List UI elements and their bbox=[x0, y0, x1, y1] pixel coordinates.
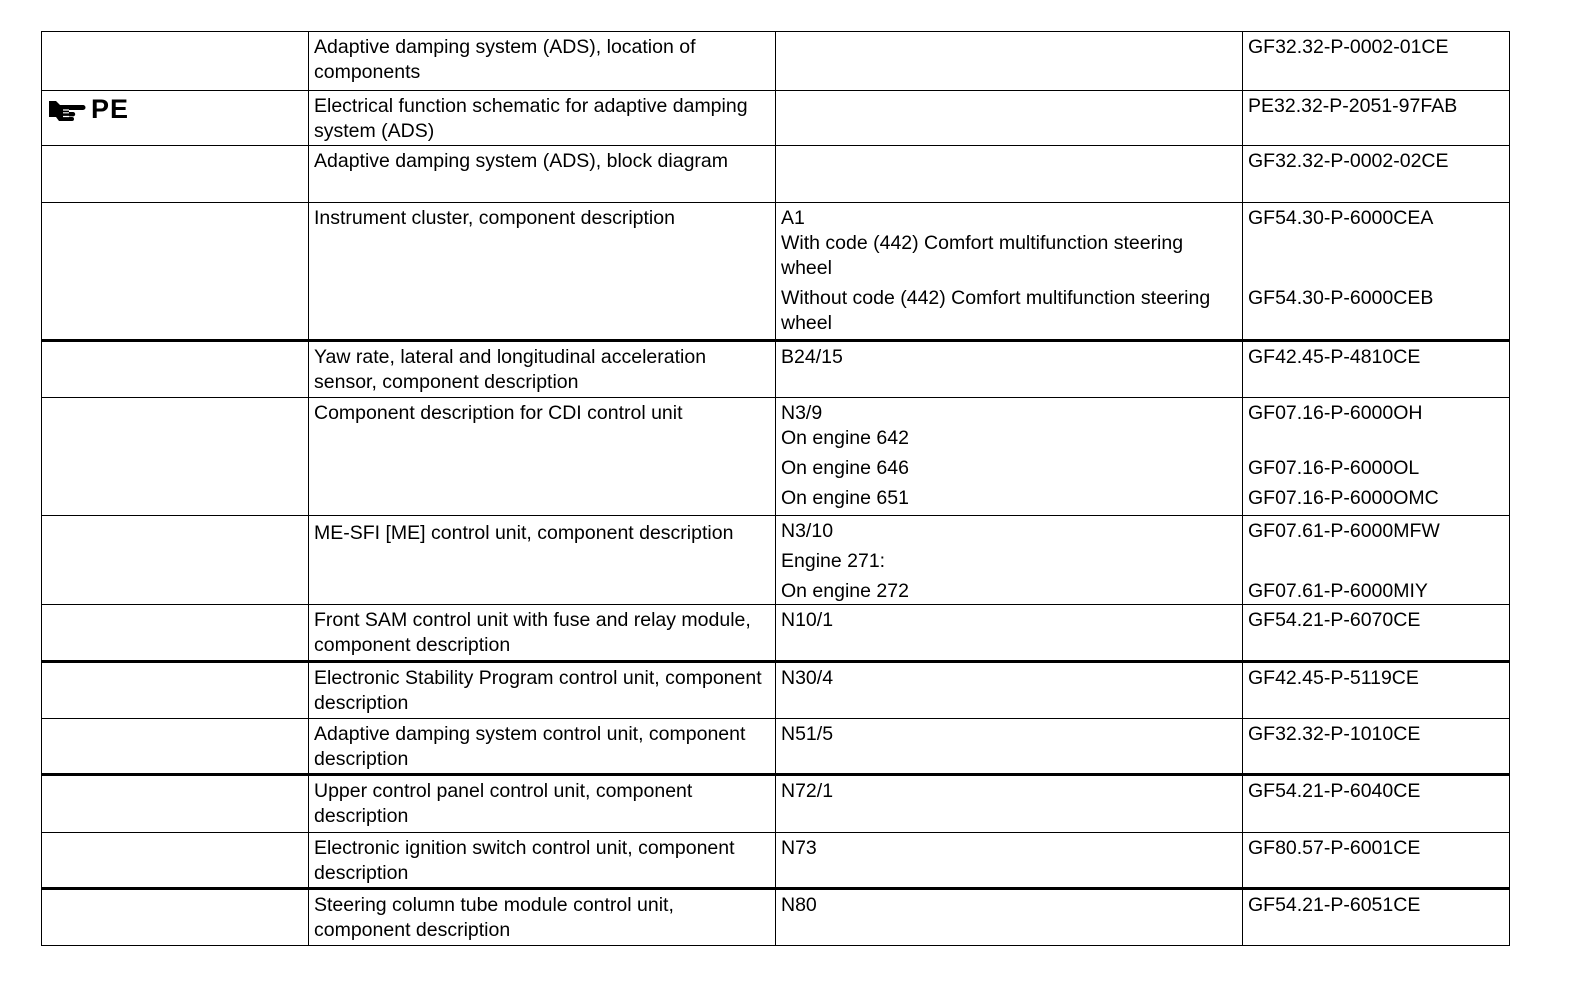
component-code: N3/10 bbox=[781, 520, 834, 542]
document-link[interactable]: GF07.61-P-6000MIY bbox=[1248, 580, 1428, 602]
table-row bbox=[42, 203, 1510, 341]
component-cell: N51/5 bbox=[776, 719, 1243, 775]
table-row bbox=[42, 32, 1510, 91]
document-cell[interactable] bbox=[1243, 203, 1510, 341]
title-cell: Electronic Stability Program control unit, component description bbox=[309, 662, 776, 719]
table-row bbox=[42, 662, 1510, 719]
component-cell: B24/15 bbox=[776, 341, 1243, 398]
title-cell: Front SAM control unit with fuse and relay module, component description bbox=[309, 605, 776, 662]
document-link[interactable]: GF07.16-P-6000OH bbox=[1248, 402, 1423, 424]
component-cell: N10/1 bbox=[776, 605, 1243, 662]
document-cell[interactable] bbox=[1243, 662, 1510, 719]
component-variant: Engine 271: bbox=[781, 550, 886, 572]
marker-cell bbox=[42, 398, 309, 516]
title-cell: Adaptive damping system (ADS), location of components bbox=[309, 32, 776, 91]
marker-cell bbox=[42, 605, 309, 662]
component-cell: N72/1 bbox=[776, 775, 1243, 833]
component-cell: N30/4 bbox=[776, 662, 1243, 719]
table-row bbox=[42, 516, 1510, 605]
title-cell: ME-SFI [ME] control unit, component description bbox=[309, 516, 776, 605]
component-cell bbox=[776, 516, 1243, 605]
document-cell[interactable] bbox=[1243, 91, 1510, 146]
document-link[interactable]: GF32.32-P-0002-02CE bbox=[1248, 150, 1449, 172]
document-cell[interactable] bbox=[1243, 833, 1510, 889]
document-cell[interactable] bbox=[1243, 32, 1510, 91]
document-link[interactable]: GF07.16-P-6000OL bbox=[1248, 457, 1420, 479]
title-cell: Component description for CDI control unit bbox=[309, 398, 776, 516]
pe-marker: PE bbox=[91, 94, 130, 124]
title-cell: Instrument cluster, component description bbox=[309, 203, 776, 341]
marker-cell bbox=[42, 91, 309, 146]
reference-table bbox=[41, 31, 1510, 946]
table-row bbox=[42, 719, 1510, 775]
document-link[interactable]: GF07.16-P-6000OMC bbox=[1248, 487, 1439, 509]
marker-cell bbox=[42, 32, 309, 91]
component-variant: Without code (442) Comfort multifunction steering wheel bbox=[781, 287, 1211, 334]
title-cell: Steering column tube module control unit, component description bbox=[309, 889, 776, 946]
component-variant: With code (442) Comfort multifunction steering wheel bbox=[781, 232, 1184, 279]
document-cell[interactable] bbox=[1243, 398, 1510, 516]
document-cell[interactable] bbox=[1243, 341, 1510, 398]
component-code: N3/9 bbox=[781, 402, 823, 424]
table-row bbox=[42, 341, 1510, 398]
table-row bbox=[42, 146, 1510, 203]
marker-cell bbox=[42, 146, 309, 203]
document-link[interactable]: GF07.61-P-6000MFW bbox=[1248, 520, 1440, 542]
document-link[interactable]: GF42.45-P-5119CE bbox=[1248, 667, 1419, 689]
document-cell[interactable] bbox=[1243, 889, 1510, 946]
component-variant: On engine 646 bbox=[781, 457, 909, 479]
document-link[interactable]: GF54.30-P-6000CEA bbox=[1248, 207, 1434, 229]
document-link[interactable]: GF42.45-P-4810CE bbox=[1248, 346, 1421, 368]
document-link[interactable]: PE32.32-P-2051-97FAB bbox=[1248, 95, 1458, 117]
table-row bbox=[42, 91, 1510, 146]
marker-cell bbox=[42, 516, 309, 605]
pointing-hand-icon bbox=[47, 97, 87, 121]
component-variant: On engine 651 bbox=[781, 487, 909, 509]
document-link[interactable]: GF54.21-P-6040CE bbox=[1248, 780, 1421, 802]
component-variant: On engine 642 bbox=[781, 427, 909, 449]
title-cell: Electrical function schematic for adaptive damping system (ADS) bbox=[309, 91, 776, 146]
marker-cell bbox=[42, 719, 309, 775]
marker-cell bbox=[42, 889, 309, 946]
title-cell: Upper control panel control unit, component description bbox=[309, 775, 776, 833]
table-row bbox=[42, 398, 1510, 516]
document-link[interactable]: GF54.30-P-6000CEB bbox=[1248, 287, 1434, 309]
component-cell: N73 bbox=[776, 833, 1243, 889]
component-cell bbox=[776, 91, 1243, 146]
marker-cell bbox=[42, 775, 309, 833]
title-cell: Electronic ignition switch control unit, component description bbox=[309, 833, 776, 889]
component-cell bbox=[776, 146, 1243, 203]
document-cell[interactable] bbox=[1243, 605, 1510, 662]
table-row bbox=[42, 889, 1510, 946]
component-cell bbox=[776, 203, 1243, 341]
document-link[interactable]: GF54.21-P-6051CE bbox=[1248, 894, 1421, 916]
marker-cell bbox=[42, 833, 309, 889]
component-variant: On engine 272 bbox=[781, 580, 909, 602]
document-cell[interactable] bbox=[1243, 516, 1510, 605]
component-code: A1 bbox=[781, 207, 805, 229]
component-cell: N80 bbox=[776, 889, 1243, 946]
document-cell[interactable] bbox=[1243, 775, 1510, 833]
document-cell[interactable] bbox=[1243, 719, 1510, 775]
marker-cell bbox=[42, 662, 309, 719]
document-link[interactable]: GF32.32-P-1010CE bbox=[1248, 723, 1421, 745]
document-link[interactable]: GF80.57-P-6001CE bbox=[1248, 837, 1421, 859]
table-row bbox=[42, 833, 1510, 889]
marker-cell bbox=[42, 341, 309, 398]
table-row bbox=[42, 605, 1510, 662]
document-link[interactable]: GF32.32-P-0002-01CE bbox=[1248, 36, 1449, 58]
title-cell: Adaptive damping system (ADS), block diagram bbox=[309, 146, 776, 203]
component-cell bbox=[776, 398, 1243, 516]
component-cell bbox=[776, 32, 1243, 91]
document-link[interactable]: GF54.21-P-6070CE bbox=[1248, 609, 1421, 631]
title-cell: Adaptive damping system control unit, component description bbox=[309, 719, 776, 775]
title-cell: Yaw rate, lateral and longitudinal acceleration sensor, component description bbox=[309, 341, 776, 398]
document-cell[interactable] bbox=[1243, 146, 1510, 203]
marker-cell bbox=[42, 203, 309, 341]
table-row bbox=[42, 775, 1510, 833]
